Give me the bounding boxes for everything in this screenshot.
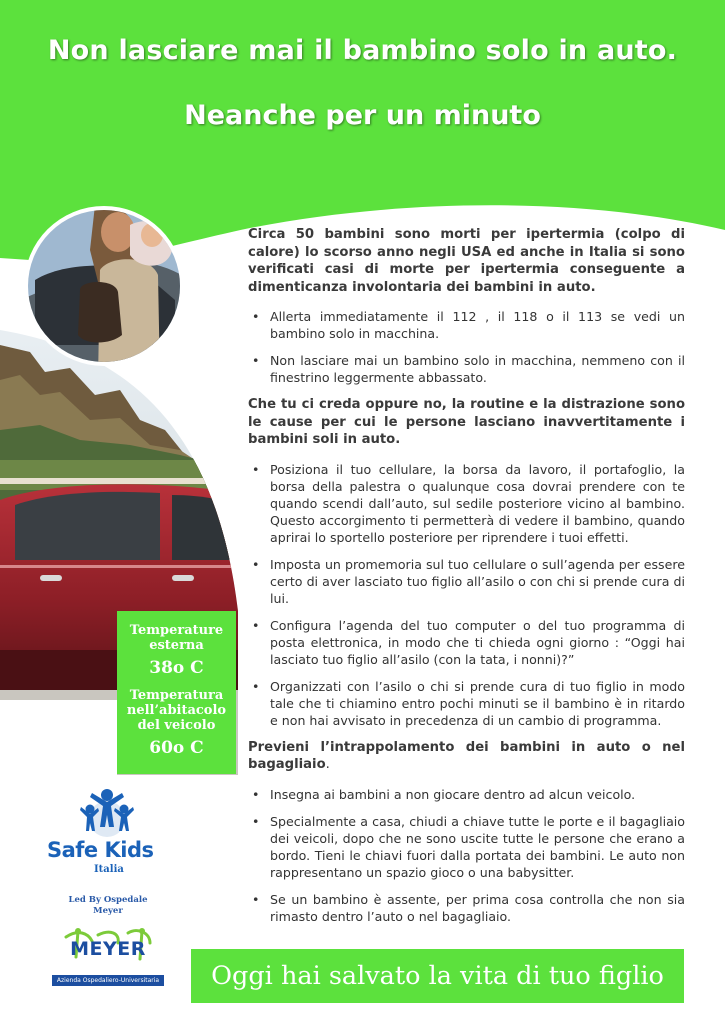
meyer-wordmark: MEYER	[70, 938, 146, 960]
section3-heading	[248, 739, 685, 774]
temperature-box	[117, 611, 236, 774]
list-item	[248, 352, 685, 386]
safekids-country: Italia	[94, 864, 124, 875]
outside-temp-value: 38o C	[149, 658, 204, 678]
intro-paragraph: Circa 50 bambini sono morti per ipertermia (colpo di calore) lo scorso anno negli USA ed anche in Italia si sono verificati casi di morte per ipertermia conseguente a dimenticanza involontaria dei bambini in auto.	[248, 227, 685, 295]
list-item	[248, 813, 685, 881]
list-item	[248, 786, 685, 803]
inside-temp-value: 60o C	[149, 738, 204, 758]
bullet-icon: •	[252, 617, 260, 633]
bullet-icon: •	[252, 309, 260, 324]
list-item-text: Non lasciare mai un bambino solo in macchina, nemmeno con il finestrino leggermente abbassato.	[270, 353, 685, 385]
list-item-text: Se un bambino è assente, per prima cosa controlla che non sia rimasto dentro l’auto o nel bagagliaio.	[270, 891, 685, 924]
meyer-logo	[52, 927, 164, 987]
section3-list	[248, 786, 685, 925]
list-item-text: Specialmente a casa, chiudi a chiave tutte le porte e il bagagliaio dei veicoli, dopo che ne sono uscite tutte le persone che erano a bordo. Tieni le chiavi fuori dalla portata dei bambini. Le auto non rappresentano un spazio gioco o una babysitter.	[270, 813, 685, 880]
bullet-icon: •	[252, 353, 260, 368]
bullet-icon: •	[252, 678, 260, 694]
list-item	[248, 891, 685, 925]
list-item	[248, 308, 685, 342]
safekids-wordmark: Safe Kids	[47, 838, 154, 862]
footer-banner	[191, 949, 684, 1003]
section2-list	[248, 461, 685, 729]
list-item	[248, 617, 685, 668]
inside-temp-label: Temperatura nell’abitacolo del veicolo	[126, 688, 227, 733]
meyer-subtitle: Azienda Ospedaliero-Universitaria	[52, 975, 164, 986]
bullet-icon: •	[252, 813, 260, 829]
section1-list	[248, 308, 685, 386]
footer-slogan: Oggi hai salvato la vita di tuo figlio	[211, 961, 664, 991]
headline-line-2: Neanche per un minuto	[184, 100, 541, 131]
article-body	[248, 226, 685, 935]
led-by-text: Led By Ospedale Meyer	[68, 895, 148, 916]
safekids-logo-icon	[78, 787, 136, 839]
bullet-icon: •	[252, 891, 260, 907]
section3-heading-bold: Previeni l’intrappolamento dei bambini in auto o nel bagagliaio	[248, 739, 685, 772]
headline-line-1: Non lasciare mai il bambino solo in auto.	[47, 35, 678, 66]
list-item	[248, 556, 685, 607]
list-item-text: Imposta un promemoria sul tuo cellulare o sull’agenda per essere certo di aver lasciato tuo figlio all’asilo o con chi si prende cura di lui.	[270, 556, 685, 606]
bullet-icon: •	[252, 461, 260, 477]
list-item-text: Configura l’agenda del tuo computer o del tuo programma di posta elettronica, in modo che ti chieda ogni giorno : “Oggi hai lasciato tuo figlio all’asilo (con la tata, i nonni)?”	[270, 617, 685, 667]
section2-heading: Che tu ci creda oppure no, la routine e la distrazione sono le cause per cui le persone lasciano inavvertitamente i bambini soli in auto.	[248, 397, 685, 447]
list-item	[248, 678, 685, 729]
list-item-text: Organizzati con l’asilo o chi si prende cura di tuo figlio in modo tale che ti chiamino entro pochi minuti se il bambino è in ritardo e non hai avvisato in precedenza di un cambio di programma.	[270, 678, 685, 728]
section3-heading-tail: .	[325, 757, 330, 772]
outside-temp-label: Temperature esterna	[129, 623, 224, 653]
bullet-icon: •	[252, 556, 260, 572]
bullet-icon: •	[252, 786, 260, 802]
list-item	[248, 461, 685, 546]
list-item-text: Insegna ai bambini a non giocare dentro ad alcun veicolo.	[270, 786, 636, 802]
list-item-text: Posiziona il tuo cellulare, la borsa da lavoro, il portafoglio, la borsa della palestra o qualunque cosa dovrai prendere con te quando scendi dall’auto, sul sedile posteriore vicino al bambino. Questo accorgimento ti permetterà di vedere il bambino, quando aprirai lo sportello posteriore per riprendere i tuoi effetti.	[270, 461, 685, 545]
list-item-text: Allerta immediatamente il 112 , il 118 o il 113 se vedi un bambino solo in macchina.	[270, 309, 685, 341]
